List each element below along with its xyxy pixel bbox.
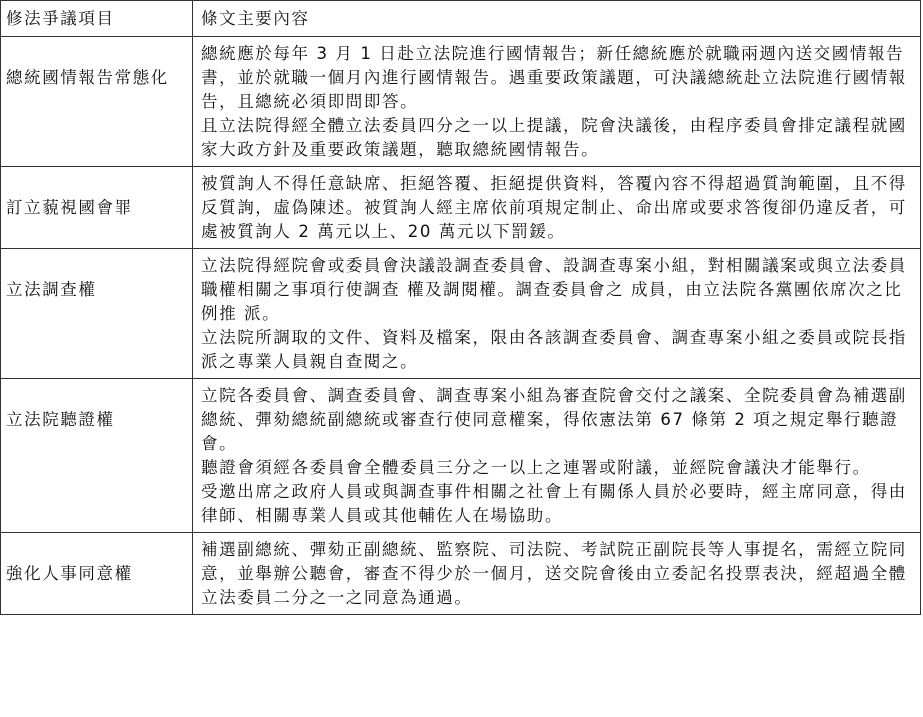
item-cell: 訂立藐視國會罪 <box>1 167 193 249</box>
header-cell-item: 修法爭議項目 <box>1 1 193 37</box>
item-cell: 總統國情報告常態化 <box>1 37 193 167</box>
content-paragraph: 立法院所調取的文件、資料及檔案，限由各該調查委員會、調查專案小組之委員或院長指派之專業人員親自查閱之。 <box>201 328 907 371</box>
content-paragraph: 且立法院得經全體立法委員四分之一以上提議，院會決議後，由程序委員會排定議程就國家大政方針及重要政策議題，聽取總統國情報告。 <box>201 116 907 159</box>
content-cell <box>193 533 921 615</box>
content-paragraph: 受邀出席之政府人員或與調查事件相關之社會上有關係人員於必要時，經主席同意，得由律師、相關專業人員或其他輔佐人在場協助。 <box>201 482 907 525</box>
item-cell: 立法院聽證權 <box>1 379 193 533</box>
item-cell: 立法調查權 <box>1 249 193 379</box>
content-paragraph: 補選副總統、彈劾正副總統、監察院、司法院、考試院正副院長等人事提名，需經立院同意，並舉辦公聽會，審查不得少於一個月，送交院會後由立委記名投票表決，經超過全體立法委員二分之一之同意為通過。 <box>201 540 907 607</box>
table-row <box>1 167 921 249</box>
table-row <box>1 379 921 533</box>
content-paragraph: 總統應於每年 3 月 1 日赴立法院進行國情報告；新任總統應於就職兩週內送交國情報告書，並於就職一個月內進行國情報告。遇重要政策議題，可決議總統赴立法院進行國情報告，且總統必須即問即答。 <box>201 44 907 111</box>
item-cell: 強化人事同意權 <box>1 533 193 615</box>
content-paragraph: 立院各委員會、調查委員會、調查專案小組為審查院會交付之議案、全院委員會為補選副總統、彈劾總統副總統或審查行使同意權案，得依憲法第 67 條第 2 項之規定舉行聽證會。 <box>201 386 907 453</box>
content-paragraph: 立法院得經院會或委員會決議設調查委員會、設調查專案小組，對相關議案或與立法委員職權相關之事項行使調查 權及調閱權。調查委員會之 成員，由立法院各黨團依席次之比例推 派。 <box>201 256 907 323</box>
content-cell <box>193 249 921 379</box>
content-paragraph: 被質詢人不得任意缺席、拒絕答覆、拒絕提供資料，答覆內容不得超過質詢範圍，且不得反質詢，虛偽陳述。被質詢人經主席依前項規定制止、命出席或要求答復卻仍違反者，可處被質詢人 2 萬元以上、20 萬元以下罰鍰。 <box>201 174 907 241</box>
table-header-row <box>1 1 921 37</box>
content-cell <box>193 379 921 533</box>
header-cell-content: 條文主要內容 <box>193 1 921 37</box>
table-row <box>1 37 921 167</box>
content-cell <box>193 167 921 249</box>
content-cell <box>193 37 921 167</box>
content-paragraph: 聽證會須經各委員會全體委員三分之一以上之連署或附議，並經院會議決才能舉行。 <box>201 458 871 477</box>
table-row <box>1 533 921 615</box>
table-row <box>1 249 921 379</box>
